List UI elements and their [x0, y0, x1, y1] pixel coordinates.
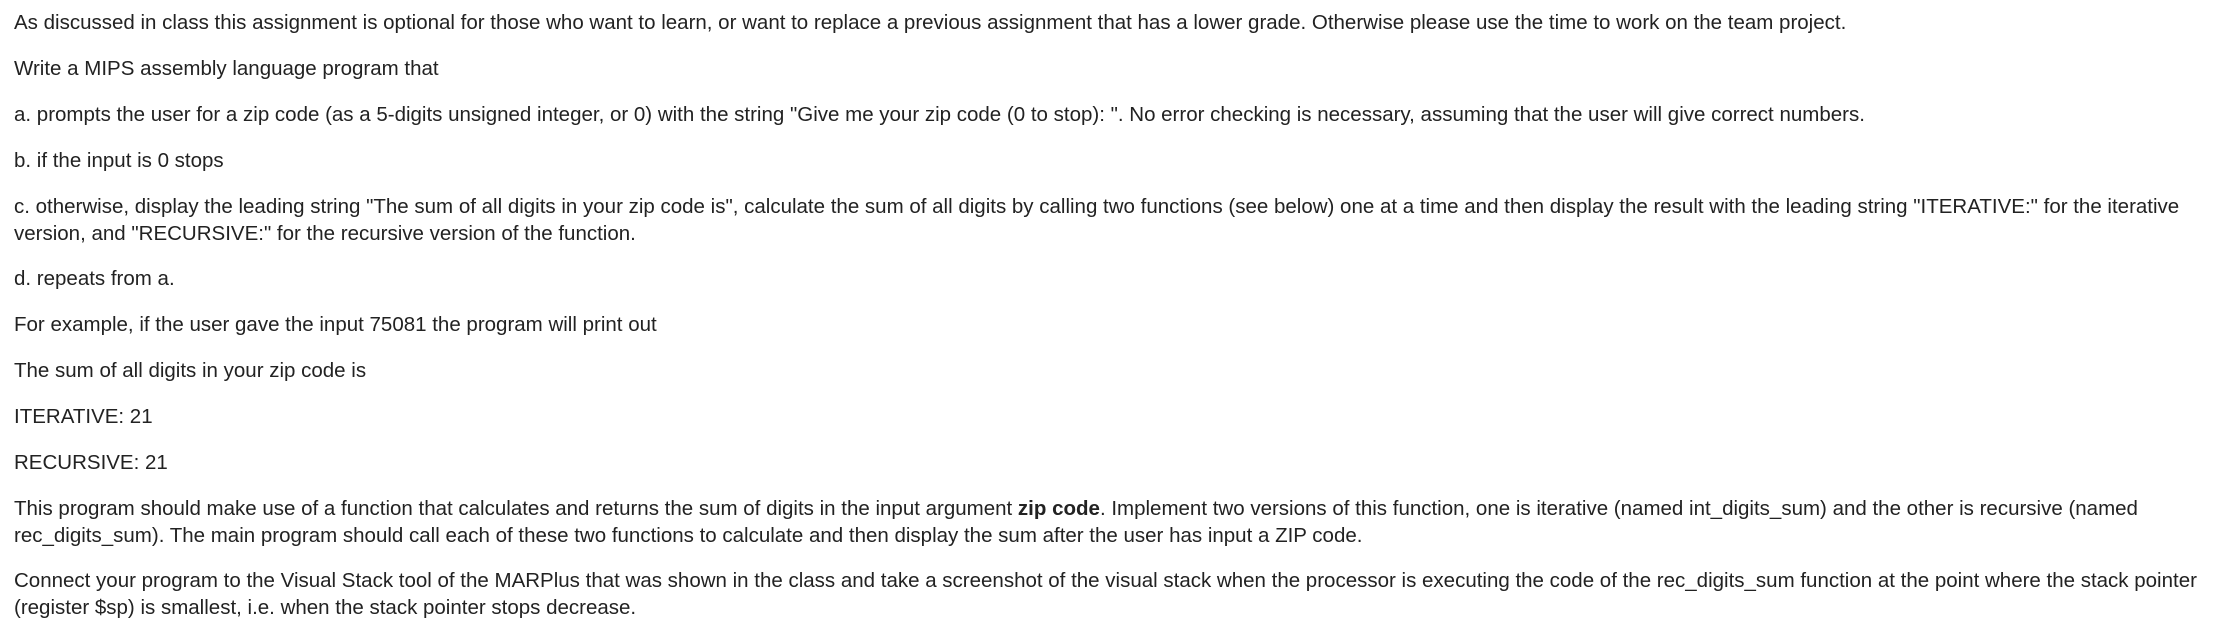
step-a-paragraph: a. prompts the user for a zip code (as a 5-digits unsigned integer, or 0) with the string "Give me your zip code (0 to stop): ". No error checking is necessary, assuming that the user will give correct numbers. — [14, 103, 1865, 126]
example-output-line-1: The sum of all digits in your zip code is — [14, 359, 367, 382]
zip-code-emphasis: zip code — [1017, 497, 1100, 520]
example-output-line-2: ITERATIVE: 21 — [14, 405, 153, 428]
visual-stack-paragraph: Connect your program to the Visual Stack tool of the MARPlus that was shown in the class and take a screenshot of the visual stack when the processor is executing the code of the rec_digits_sum function at the point where the stack pointer (register $sp) is smallest, i.e. when the stack pointer stops decrease. — [14, 569, 2197, 619]
step-d-paragraph: d. repeats from a. — [14, 267, 175, 290]
functions-text-pre: This program should make use of a function that calculates and returns the sum of digits in the input argument — [14, 497, 1018, 520]
step-c-paragraph: c. otherwise, display the leading string "The sum of all digits in your zip code is", calculate the sum of all digits by calling two functions (see below) one at a time and then display the result with the leading string "ITERATIVE:" for the iterative version, and "RECURSIVE:" for the recursive version of the function. — [14, 195, 2180, 245]
intro-paragraph: As discussed in class this assignment is optional for those who want to learn, or want to replace a previous assignment that has a lower grade. Otherwise please use the time to work on the team project. — [14, 11, 1847, 34]
example-output-line-3: RECURSIVE: 21 — [14, 451, 168, 474]
task-paragraph: Write a MIPS assembly language program that — [14, 57, 439, 80]
example-intro-paragraph: For example, if the user gave the input 75081 the program will print out — [14, 313, 657, 336]
functions-paragraph — [14, 495, 2199, 549]
functions-text-post: . Implement two versions of this function, one is iterative (named int_digits_sum) and the other is recursive (named rec_digits_sum). The main program should call each of these two functions to calculate and then display the sum after the user has input a ZIP code. — [14, 497, 2138, 547]
step-b-paragraph: b. if the input is 0 stops — [14, 149, 224, 172]
